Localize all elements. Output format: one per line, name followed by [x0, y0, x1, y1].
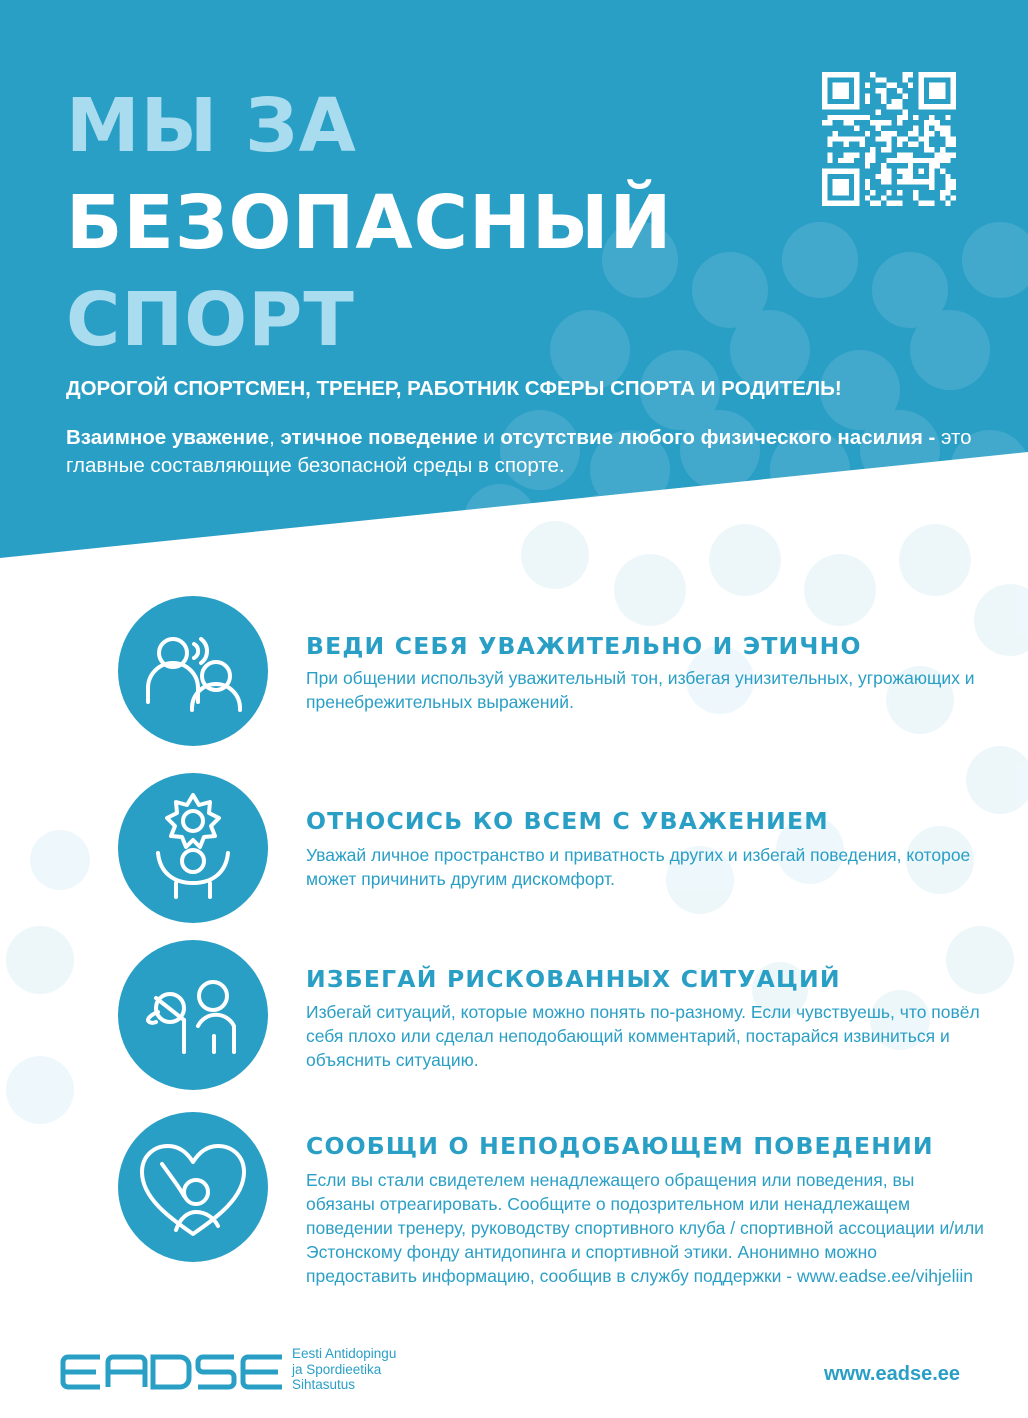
org-name — [292, 1346, 396, 1393]
item-text: Избегай ситуаций, которые можно понять по-разному. Если чувствуешь, что повёл себя плохо или сделал неподобающий комментарий, постарайся извиниться и объяснить ситуацию. — [306, 1002, 980, 1070]
item-text: Если вы стали свидетелем ненадлежащего обращения или поведения, вы обязаны отреагировать. Сообщите о подозрительном или ненадлежащем поведении тренеру, руководству спортивного клуба / спортивной ассоциации и/или Эстонскому фонду антидопинга и спортивной этики. Анонимно можно предоставить информацию, сообщив в службу поддержки - www.eadse.ee/vihjeliin — [306, 1170, 984, 1286]
org-name-line-1: Eesti Antidopingu — [292, 1346, 397, 1361]
item-text: При общении используй уважительный тон, избегая унизительных, угрожающих и пренебрежительных выражений. — [306, 668, 975, 712]
circle-badge — [118, 773, 268, 923]
item-title: ИЗБЕГАЙ РИСКОВАННЫХ СИТУАЦИЙ — [306, 965, 841, 993]
org-name-line-3: Sihtasutus — [292, 1377, 356, 1392]
item-text: Уважай личное пространство и приватность других и избегай поведения, которое может причинить другим дискомфорт. — [306, 845, 971, 889]
intro-part-6: это главные составляющие безопасной среды в спорте. — [66, 426, 972, 477]
circle-badge — [118, 940, 268, 1090]
headline-line-1: МЫ ЗА — [66, 83, 357, 169]
qr-modules — [822, 72, 956, 206]
headline-line-3: СПОРТ — [66, 277, 355, 363]
circle-badge — [118, 596, 268, 746]
org-name-line-2: ja Spordieetika — [292, 1361, 382, 1377]
person-cheering-sun-icon — [118, 773, 268, 923]
heart-person-icon — [118, 1112, 268, 1262]
people-whisper-icon — [118, 940, 268, 1090]
headline — [66, 78, 672, 369]
qr-code[interactable] — [822, 72, 956, 206]
two-people-talking-icon — [118, 596, 268, 746]
circle-badge — [118, 1112, 268, 1262]
item-title: ОТНОСИСЬ КО ВСЕМ С УВАЖЕНИЕМ — [306, 807, 829, 835]
item-title: СООБЩИ О НЕПОДОБАЮЩЕМ ПОВЕДЕНИИ — [306, 1132, 934, 1160]
website-link[interactable]: www.eadse.ee — [824, 1363, 960, 1385]
intro-text — [66, 424, 976, 480]
item-title: ВЕДИ СЕБЯ УВАЖИТЕЛЬНО И ЭТИЧНО — [306, 632, 862, 660]
intro-part-3: этичное поведение — [280, 426, 478, 449]
headline-line-2: БЕЗОПАСНЫЙ — [66, 180, 673, 266]
intro-part-2: , — [269, 426, 281, 449]
intro-part-5: отсутствие любого физического насилия - — [500, 426, 936, 449]
greeting: ДОРОГОЙ СПОРТСМЕН, ТРЕНЕР, РАБОТНИК СФЕРЫ СПОРТА И РОДИТЕЛЬ! — [66, 377, 842, 400]
intro-part-1: Взаимное уважение — [66, 426, 270, 449]
intro-part-4: и — [477, 426, 501, 449]
eadse-logo-mark — [60, 1354, 286, 1390]
